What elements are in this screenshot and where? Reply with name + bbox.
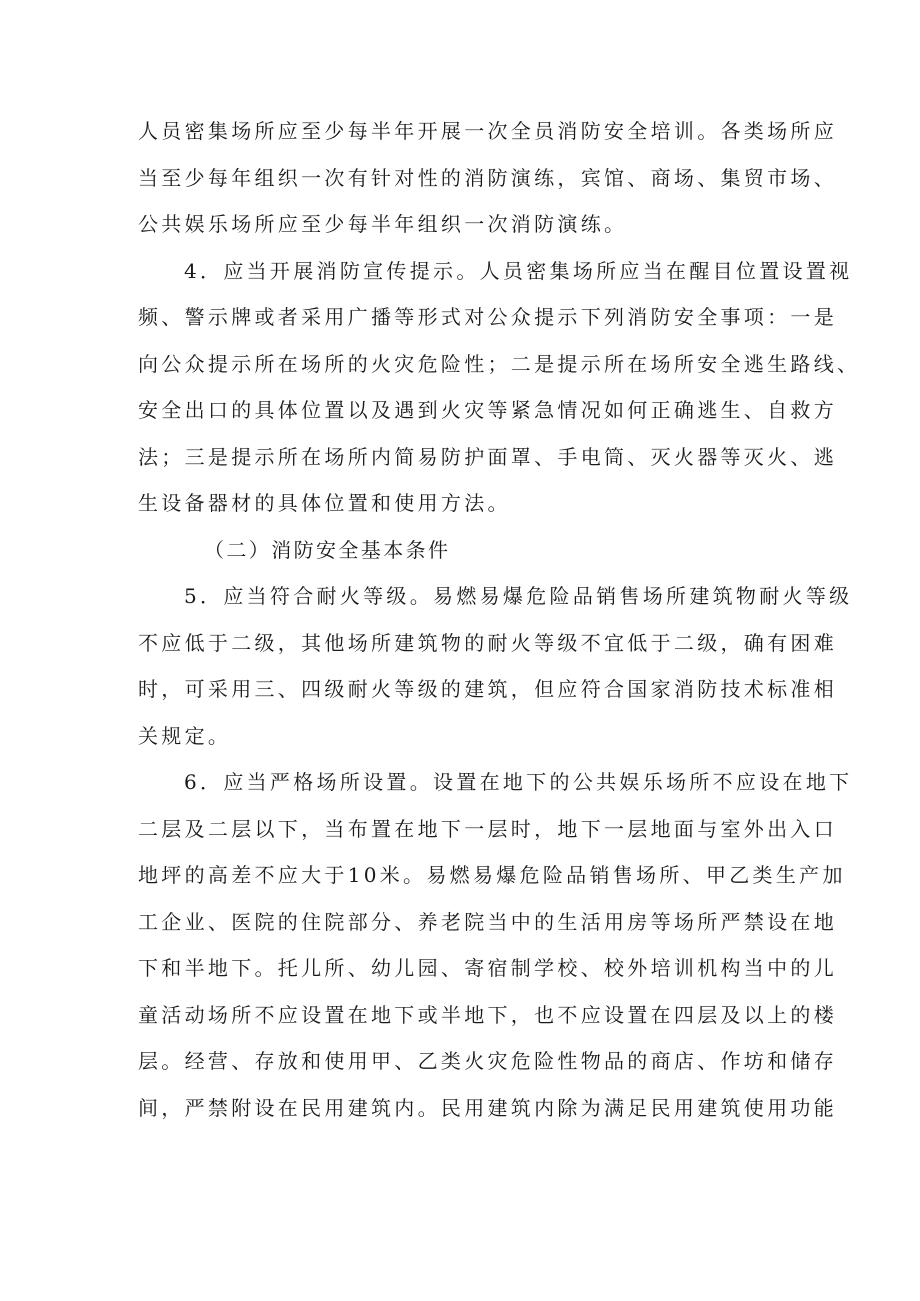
paragraph-line: 生设备器材的具体位置和使用方法。 [138, 491, 511, 515]
item-4-first-line: 4．应当开展消防宣传提示。人员密集场所应当在醒目位置设置视 [184, 258, 853, 283]
paragraph-line: 关规定。 [138, 723, 232, 748]
paragraph-line: 地坪的高差不应大于10米。易燃易爆危险品销售场所、甲乙类生产加 [138, 863, 846, 887]
paragraph-line: 法；三是提示所在场所内简易防护面罩、手电筒、灭火器等灭火、逃 [138, 444, 837, 469]
document-body [138, 108, 861, 1131]
item-5-first-line: 5．应当符合耐火等级。易燃易爆危险品销售场所建筑物耐火等级 [184, 584, 853, 608]
paragraph-line: 当至少每年组织一次有针对性的消防演练，宾馆、商场、集贸市场、 [138, 165, 837, 190]
paragraph-line: 时，可采用三、四级耐火等级的建筑，但应符合国家消防技术标准相 [138, 677, 837, 701]
paragraph-line: 童活动场所不应设置在地下或半地下，也不应设置在四层及以上的楼 [138, 1002, 837, 1027]
paragraph-line: 公共娱乐场所应至少每半年组织一次消防演练。 [138, 212, 628, 236]
paragraph-line: 下和半地下。托儿所、幼儿园、寄宿制学校、校外培训机构当中的儿 [138, 956, 837, 980]
paragraph-line: 人员密集场所应至少每半年开展一次全员消防安全培训。各类场所应 [138, 119, 837, 143]
paragraph-line: 不应低于二级，其他场所建筑物的耐火等级不宜低于二级，确有困难 [138, 630, 837, 655]
paragraph-line: 工企业、医院的住院部分、养老院当中的生活用房等场所严禁设在地 [138, 909, 837, 934]
paragraph-line: 安全出口的具体位置以及遇到火灾等紧急情况如何正确逃生、自救方 [138, 398, 837, 422]
item-6-first-line: 6．应当严格场所设置。设置在地下的公共娱乐场所不应设在地下 [184, 770, 853, 794]
paragraph-line: 频、警示牌或者采用广播等形式对公众提示下列消防安全事项：一是 [138, 305, 837, 329]
paragraph-line: 二层及二层以下，当布置在地下一层时，地下一层地面与室外出入口 [138, 816, 837, 841]
paragraph-line: 层。经营、存放和使用甲、乙类火灾危险性物品的商店、作坊和储存 [138, 1049, 837, 1073]
section-heading: （二）消防安全基本条件 [204, 537, 451, 562]
paragraph-line: 向公众提示所在场所的火灾危险性；二是提示所在场所安全逃生路线、 [138, 351, 861, 376]
paragraph-line: 间，严禁附设在民用建筑内。民用建筑内除为满足民用建筑使用功能 [138, 1095, 837, 1120]
